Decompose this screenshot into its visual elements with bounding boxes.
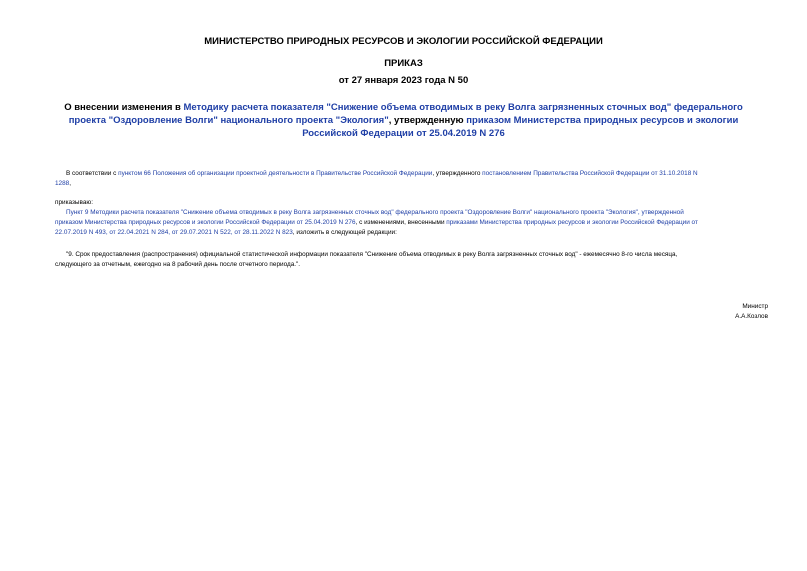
document-title [45,101,762,140]
paragraph-text: , утвержденного [432,170,483,177]
government-decree-link[interactable]: постановлением Правительства Российской Федерации от 31.10.2018 N [482,170,698,177]
paragraph-amendment-line [55,218,698,227]
document-type: ПРИКАЗ [384,58,423,69]
title-text: , утвержденную [388,115,467,126]
order-276-link[interactable]: приказом Министерства природных ресурсов и экологии Российской Федерации от 25.04.2019 N 276 [302,115,739,139]
methodology-clause-link[interactable]: Пункт 9 Методики расчета показателя "Снижение объема отводимых в реку Волга загрязненных сточных вод" федерального проекта "Оздоровление Волги" национального проекта "Экология", утвержденной [66,209,684,216]
document-date: от 27 января 2023 года N 50 [338,75,469,86]
government-decree-link[interactable]: 1288 [55,180,70,187]
signatory-title: Министр [742,303,768,310]
paragraph-text: , с изменениями, внесенными [355,219,447,226]
methodology-link[interactable]: Методику расчета показателя "Снижение объема отводимых в реку Волга загрязненных сточных вод" федерального проекта "Оздоровление Волги" национального проекта "Экология" [68,102,743,126]
paragraph-text: , [69,180,71,187]
paragraph-basis-line [55,179,71,188]
title-text: О внесении изменения в [64,102,184,113]
new-clause-quote-line: "9. Срок предоставления (распространения) официальной статистической информации показателя "Снижение объема отводимых в реку Волга загрязненных сточных вод" - ежемесячно 8-го числа месяца, [66,251,678,258]
paragraph-text: , изложить в следующей редакции: [292,229,397,236]
paragraph-basis-line [66,169,698,178]
ministry-name: МИНИСТЕРСТВО ПРИРОДНЫХ РЕСУРСОВ И ЭКОЛОГИИ РОССИЙСКОЙ ФЕДЕРАЦИИ [204,36,603,47]
orders-word: приказываю: [55,199,93,206]
paragraph-text: В соответствии с [66,170,119,177]
new-clause-quote-line: следующего за отчетным, ежегодно на 8 рабочий день после отчетного периода.". [55,261,301,268]
signatory-name: А.А.Козлов [735,313,768,320]
amending-orders-link[interactable]: приказами Министерства природных ресурсов и экологии Российской Федерации от [446,219,698,226]
order-276-link[interactable]: приказом Министерства природных ресурсов и экологии Российской Федерации от 25.04.2019 N 276 [55,219,356,226]
regulation-clause-link[interactable]: пунктом 66 Положения об организации проектной деятельности в Правительстве Российской Федерации [118,170,433,177]
amending-orders-link[interactable]: 22.07.2019 N 493, от 22.04.2021 N 284, от 29.07.2021 N 522, от 28.11.2022 N 823 [55,229,293,236]
paragraph-amendment-line [66,208,684,217]
paragraph-amendment-line [55,228,397,237]
